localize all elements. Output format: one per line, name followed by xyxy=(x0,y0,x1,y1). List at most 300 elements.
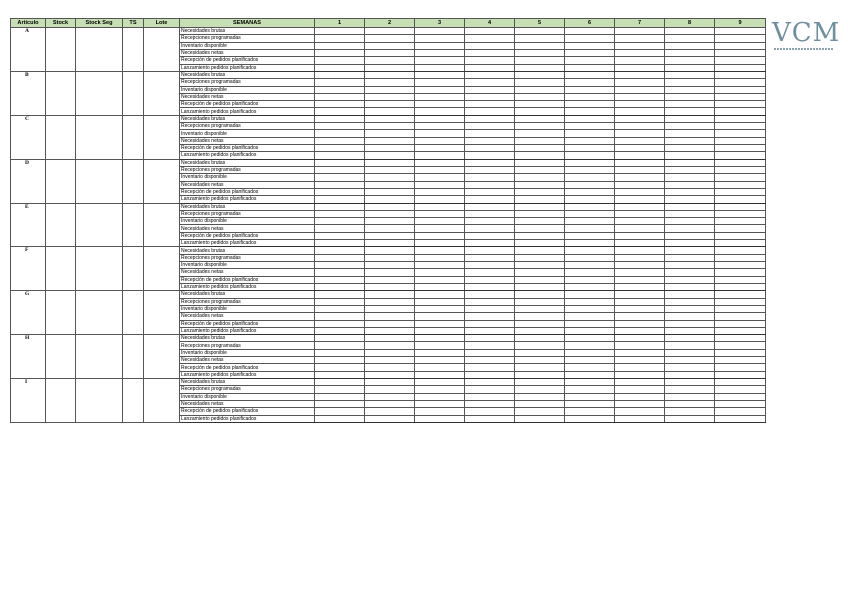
week-cell[interactable] xyxy=(615,379,665,386)
week-cell[interactable] xyxy=(415,159,465,166)
week-cell[interactable] xyxy=(515,232,565,239)
week-cell[interactable] xyxy=(465,159,515,166)
week-cell[interactable] xyxy=(415,283,465,290)
week-cell[interactable] xyxy=(415,130,465,137)
week-cell[interactable] xyxy=(315,320,365,327)
week-cell[interactable] xyxy=(465,93,515,100)
week-cell[interactable] xyxy=(515,203,565,210)
ts-cell[interactable] xyxy=(123,203,144,247)
week-cell[interactable] xyxy=(315,269,365,276)
week-cell[interactable] xyxy=(315,342,365,349)
week-cell[interactable] xyxy=(565,276,615,283)
week-cell[interactable] xyxy=(415,123,465,130)
week-cell[interactable] xyxy=(465,283,515,290)
week-cell[interactable] xyxy=(615,298,665,305)
week-cell[interactable] xyxy=(315,196,365,203)
week-cell[interactable] xyxy=(465,327,515,334)
week-cell[interactable] xyxy=(315,379,365,386)
week-cell[interactable] xyxy=(665,269,715,276)
week-cell[interactable] xyxy=(515,291,565,298)
week-cell[interactable] xyxy=(515,298,565,305)
week-cell[interactable] xyxy=(665,86,715,93)
week-cell[interactable] xyxy=(315,218,365,225)
week-cell[interactable] xyxy=(365,305,415,312)
week-cell[interactable] xyxy=(415,181,465,188)
week-cell[interactable] xyxy=(715,137,766,144)
week-cell[interactable] xyxy=(515,49,565,56)
week-cell[interactable] xyxy=(465,101,515,108)
week-cell[interactable] xyxy=(415,254,465,261)
week-cell[interactable] xyxy=(715,379,766,386)
week-cell[interactable] xyxy=(665,101,715,108)
week-cell[interactable] xyxy=(365,79,415,86)
week-cell[interactable] xyxy=(415,342,465,349)
lote-cell[interactable] xyxy=(144,379,180,423)
week-cell[interactable] xyxy=(365,327,415,334)
week-cell[interactable] xyxy=(565,196,615,203)
week-cell[interactable] xyxy=(565,283,615,290)
week-cell[interactable] xyxy=(515,269,565,276)
week-cell[interactable] xyxy=(565,313,615,320)
week-cell[interactable] xyxy=(415,232,465,239)
week-cell[interactable] xyxy=(565,115,615,122)
week-cell[interactable] xyxy=(515,262,565,269)
week-cell[interactable] xyxy=(365,42,415,49)
week-cell[interactable] xyxy=(515,254,565,261)
week-cell[interactable] xyxy=(715,335,766,342)
week-cell[interactable] xyxy=(465,247,515,254)
week-cell[interactable] xyxy=(315,181,365,188)
ts-cell[interactable] xyxy=(123,291,144,335)
week-cell[interactable] xyxy=(615,364,665,371)
week-cell[interactable] xyxy=(365,174,415,181)
week-cell[interactable] xyxy=(615,71,665,78)
week-cell[interactable] xyxy=(665,174,715,181)
week-cell[interactable] xyxy=(365,357,415,364)
week-cell[interactable] xyxy=(665,49,715,56)
week-cell[interactable] xyxy=(565,108,615,115)
week-cell[interactable] xyxy=(465,342,515,349)
week-cell[interactable] xyxy=(715,291,766,298)
week-cell[interactable] xyxy=(615,152,665,159)
week-cell[interactable] xyxy=(315,400,365,407)
week-cell[interactable] xyxy=(465,269,515,276)
week-cell[interactable] xyxy=(665,408,715,415)
week-cell[interactable] xyxy=(615,393,665,400)
week-cell[interactable] xyxy=(515,240,565,247)
week-cell[interactable] xyxy=(365,152,415,159)
week-cell[interactable] xyxy=(715,93,766,100)
week-cell[interactable] xyxy=(365,379,415,386)
week-cell[interactable] xyxy=(315,386,365,393)
week-cell[interactable] xyxy=(665,181,715,188)
week-cell[interactable] xyxy=(315,283,365,290)
week-cell[interactable] xyxy=(365,188,415,195)
week-cell[interactable] xyxy=(665,379,715,386)
week-cell[interactable] xyxy=(715,357,766,364)
week-cell[interactable] xyxy=(715,181,766,188)
week-cell[interactable] xyxy=(565,49,615,56)
week-cell[interactable] xyxy=(315,123,365,130)
week-cell[interactable] xyxy=(515,101,565,108)
week-cell[interactable] xyxy=(365,320,415,327)
week-cell[interactable] xyxy=(315,35,365,42)
week-cell[interactable] xyxy=(465,130,515,137)
stock-seg-cell[interactable] xyxy=(76,291,123,335)
week-cell[interactable] xyxy=(515,196,565,203)
week-cell[interactable] xyxy=(615,159,665,166)
week-cell[interactable] xyxy=(615,218,665,225)
week-cell[interactable] xyxy=(315,108,365,115)
week-cell[interactable] xyxy=(665,203,715,210)
week-cell[interactable] xyxy=(365,108,415,115)
stock-cell[interactable] xyxy=(46,159,76,203)
lote-cell[interactable] xyxy=(144,247,180,291)
week-cell[interactable] xyxy=(615,130,665,137)
week-cell[interactable] xyxy=(465,181,515,188)
week-cell[interactable] xyxy=(365,240,415,247)
week-cell[interactable] xyxy=(615,203,665,210)
week-cell[interactable] xyxy=(415,188,465,195)
week-cell[interactable] xyxy=(465,71,515,78)
week-cell[interactable] xyxy=(515,79,565,86)
week-cell[interactable] xyxy=(565,342,615,349)
week-cell[interactable] xyxy=(415,276,465,283)
week-cell[interactable] xyxy=(315,42,365,49)
week-cell[interactable] xyxy=(715,247,766,254)
week-cell[interactable] xyxy=(515,152,565,159)
week-cell[interactable] xyxy=(315,49,365,56)
week-cell[interactable] xyxy=(565,28,615,35)
week-cell[interactable] xyxy=(665,130,715,137)
week-cell[interactable] xyxy=(615,283,665,290)
week-cell[interactable] xyxy=(515,305,565,312)
week-cell[interactable] xyxy=(315,64,365,71)
week-cell[interactable] xyxy=(615,415,665,422)
week-cell[interactable] xyxy=(315,174,365,181)
ts-cell[interactable] xyxy=(123,247,144,291)
week-cell[interactable] xyxy=(715,342,766,349)
week-cell[interactable] xyxy=(315,305,365,312)
week-cell[interactable] xyxy=(315,57,365,64)
week-cell[interactable] xyxy=(415,313,465,320)
week-cell[interactable] xyxy=(615,320,665,327)
week-cell[interactable] xyxy=(715,232,766,239)
week-cell[interactable] xyxy=(515,283,565,290)
week-cell[interactable] xyxy=(715,145,766,152)
week-cell[interactable] xyxy=(565,42,615,49)
week-cell[interactable] xyxy=(665,313,715,320)
week-cell[interactable] xyxy=(415,196,465,203)
week-cell[interactable] xyxy=(315,130,365,137)
week-cell[interactable] xyxy=(715,240,766,247)
ts-cell[interactable] xyxy=(123,115,144,159)
week-cell[interactable] xyxy=(715,64,766,71)
week-cell[interactable] xyxy=(715,320,766,327)
week-cell[interactable] xyxy=(315,79,365,86)
week-cell[interactable] xyxy=(715,196,766,203)
week-cell[interactable] xyxy=(615,262,665,269)
week-cell[interactable] xyxy=(415,327,465,334)
week-cell[interactable] xyxy=(465,166,515,173)
week-cell[interactable] xyxy=(715,188,766,195)
week-cell[interactable] xyxy=(565,371,615,378)
week-cell[interactable] xyxy=(315,240,365,247)
week-cell[interactable] xyxy=(665,28,715,35)
week-cell[interactable] xyxy=(665,64,715,71)
week-cell[interactable] xyxy=(415,393,465,400)
week-cell[interactable] xyxy=(515,174,565,181)
week-cell[interactable] xyxy=(365,371,415,378)
week-cell[interactable] xyxy=(365,166,415,173)
week-cell[interactable] xyxy=(365,210,415,217)
week-cell[interactable] xyxy=(365,35,415,42)
week-cell[interactable] xyxy=(365,130,415,137)
week-cell[interactable] xyxy=(465,188,515,195)
week-cell[interactable] xyxy=(615,232,665,239)
week-cell[interactable] xyxy=(665,123,715,130)
week-cell[interactable] xyxy=(465,313,515,320)
week-cell[interactable] xyxy=(365,254,415,261)
lote-cell[interactable] xyxy=(144,28,180,72)
week-cell[interactable] xyxy=(315,152,365,159)
week-cell[interactable] xyxy=(565,349,615,356)
week-cell[interactable] xyxy=(565,101,615,108)
week-cell[interactable] xyxy=(665,400,715,407)
week-cell[interactable] xyxy=(465,276,515,283)
week-cell[interactable] xyxy=(715,400,766,407)
stock-cell[interactable] xyxy=(46,203,76,247)
week-cell[interactable] xyxy=(615,276,665,283)
week-cell[interactable] xyxy=(315,415,365,422)
week-cell[interactable] xyxy=(565,254,615,261)
week-cell[interactable] xyxy=(365,181,415,188)
week-cell[interactable] xyxy=(565,408,615,415)
week-cell[interactable] xyxy=(465,152,515,159)
stock-seg-cell[interactable] xyxy=(76,379,123,423)
stock-seg-cell[interactable] xyxy=(76,335,123,379)
week-cell[interactable] xyxy=(365,28,415,35)
week-cell[interactable] xyxy=(465,203,515,210)
week-cell[interactable] xyxy=(615,166,665,173)
week-cell[interactable] xyxy=(715,49,766,56)
week-cell[interactable] xyxy=(615,93,665,100)
week-cell[interactable] xyxy=(415,335,465,342)
stock-seg-cell[interactable] xyxy=(76,71,123,115)
week-cell[interactable] xyxy=(615,371,665,378)
week-cell[interactable] xyxy=(665,232,715,239)
week-cell[interactable] xyxy=(565,240,615,247)
week-cell[interactable] xyxy=(515,181,565,188)
week-cell[interactable] xyxy=(715,174,766,181)
week-cell[interactable] xyxy=(415,269,465,276)
week-cell[interactable] xyxy=(715,57,766,64)
week-cell[interactable] xyxy=(365,342,415,349)
week-cell[interactable] xyxy=(415,379,465,386)
week-cell[interactable] xyxy=(715,108,766,115)
week-cell[interactable] xyxy=(365,386,415,393)
week-cell[interactable] xyxy=(565,364,615,371)
week-cell[interactable] xyxy=(565,57,615,64)
week-cell[interactable] xyxy=(465,225,515,232)
week-cell[interactable] xyxy=(565,305,615,312)
week-cell[interactable] xyxy=(715,210,766,217)
week-cell[interactable] xyxy=(415,203,465,210)
week-cell[interactable] xyxy=(465,218,515,225)
week-cell[interactable] xyxy=(415,210,465,217)
week-cell[interactable] xyxy=(415,35,465,42)
week-cell[interactable] xyxy=(365,415,415,422)
week-cell[interactable] xyxy=(565,262,615,269)
week-cell[interactable] xyxy=(565,327,615,334)
ts-cell[interactable] xyxy=(123,335,144,379)
week-cell[interactable] xyxy=(515,130,565,137)
week-cell[interactable] xyxy=(665,71,715,78)
week-cell[interactable] xyxy=(415,371,465,378)
week-cell[interactable] xyxy=(665,145,715,152)
week-cell[interactable] xyxy=(565,298,615,305)
week-cell[interactable] xyxy=(515,225,565,232)
week-cell[interactable] xyxy=(515,86,565,93)
week-cell[interactable] xyxy=(665,327,715,334)
week-cell[interactable] xyxy=(565,64,615,71)
week-cell[interactable] xyxy=(665,79,715,86)
week-cell[interactable] xyxy=(415,174,465,181)
week-cell[interactable] xyxy=(415,320,465,327)
week-cell[interactable] xyxy=(465,196,515,203)
week-cell[interactable] xyxy=(465,408,515,415)
week-cell[interactable] xyxy=(465,262,515,269)
week-cell[interactable] xyxy=(415,152,465,159)
week-cell[interactable] xyxy=(465,137,515,144)
ts-cell[interactable] xyxy=(123,379,144,423)
week-cell[interactable] xyxy=(715,305,766,312)
week-cell[interactable] xyxy=(515,28,565,35)
ts-cell[interactable] xyxy=(123,71,144,115)
week-cell[interactable] xyxy=(365,313,415,320)
week-cell[interactable] xyxy=(315,335,365,342)
week-cell[interactable] xyxy=(565,145,615,152)
week-cell[interactable] xyxy=(315,371,365,378)
stock-cell[interactable] xyxy=(46,291,76,335)
week-cell[interactable] xyxy=(515,327,565,334)
week-cell[interactable] xyxy=(615,342,665,349)
week-cell[interactable] xyxy=(615,49,665,56)
week-cell[interactable] xyxy=(465,320,515,327)
week-cell[interactable] xyxy=(515,415,565,422)
week-cell[interactable] xyxy=(715,225,766,232)
week-cell[interactable] xyxy=(365,262,415,269)
week-cell[interactable] xyxy=(365,145,415,152)
week-cell[interactable] xyxy=(565,181,615,188)
week-cell[interactable] xyxy=(715,276,766,283)
week-cell[interactable] xyxy=(465,386,515,393)
week-cell[interactable] xyxy=(365,408,415,415)
week-cell[interactable] xyxy=(565,123,615,130)
week-cell[interactable] xyxy=(615,254,665,261)
week-cell[interactable] xyxy=(665,159,715,166)
week-cell[interactable] xyxy=(415,79,465,86)
week-cell[interactable] xyxy=(665,415,715,422)
lote-cell[interactable] xyxy=(144,71,180,115)
week-cell[interactable] xyxy=(665,320,715,327)
week-cell[interactable] xyxy=(415,298,465,305)
week-cell[interactable] xyxy=(665,152,715,159)
week-cell[interactable] xyxy=(315,71,365,78)
week-cell[interactable] xyxy=(515,357,565,364)
week-cell[interactable] xyxy=(715,42,766,49)
week-cell[interactable] xyxy=(665,276,715,283)
week-cell[interactable] xyxy=(515,247,565,254)
week-cell[interactable] xyxy=(365,291,415,298)
week-cell[interactable] xyxy=(465,145,515,152)
week-cell[interactable] xyxy=(665,35,715,42)
week-cell[interactable] xyxy=(465,349,515,356)
week-cell[interactable] xyxy=(365,203,415,210)
week-cell[interactable] xyxy=(365,86,415,93)
week-cell[interactable] xyxy=(315,357,365,364)
week-cell[interactable] xyxy=(565,291,615,298)
week-cell[interactable] xyxy=(715,101,766,108)
week-cell[interactable] xyxy=(615,79,665,86)
week-cell[interactable] xyxy=(415,408,465,415)
week-cell[interactable] xyxy=(615,174,665,181)
week-cell[interactable] xyxy=(465,123,515,130)
week-cell[interactable] xyxy=(315,408,365,415)
week-cell[interactable] xyxy=(415,71,465,78)
week-cell[interactable] xyxy=(415,93,465,100)
week-cell[interactable] xyxy=(315,28,365,35)
week-cell[interactable] xyxy=(665,225,715,232)
week-cell[interactable] xyxy=(715,415,766,422)
week-cell[interactable] xyxy=(515,123,565,130)
week-cell[interactable] xyxy=(465,298,515,305)
week-cell[interactable] xyxy=(515,218,565,225)
week-cell[interactable] xyxy=(565,400,615,407)
week-cell[interactable] xyxy=(665,210,715,217)
week-cell[interactable] xyxy=(465,115,515,122)
week-cell[interactable] xyxy=(515,400,565,407)
week-cell[interactable] xyxy=(515,371,565,378)
week-cell[interactable] xyxy=(715,86,766,93)
week-cell[interactable] xyxy=(615,357,665,364)
week-cell[interactable] xyxy=(465,240,515,247)
week-cell[interactable] xyxy=(615,115,665,122)
week-cell[interactable] xyxy=(465,49,515,56)
stock-seg-cell[interactable] xyxy=(76,115,123,159)
week-cell[interactable] xyxy=(315,159,365,166)
week-cell[interactable] xyxy=(615,240,665,247)
week-cell[interactable] xyxy=(665,364,715,371)
week-cell[interactable] xyxy=(665,386,715,393)
week-cell[interactable] xyxy=(715,393,766,400)
week-cell[interactable] xyxy=(515,71,565,78)
lote-cell[interactable] xyxy=(144,159,180,203)
week-cell[interactable] xyxy=(365,137,415,144)
week-cell[interactable] xyxy=(715,349,766,356)
week-cell[interactable] xyxy=(515,35,565,42)
week-cell[interactable] xyxy=(715,298,766,305)
week-cell[interactable] xyxy=(665,305,715,312)
week-cell[interactable] xyxy=(515,64,565,71)
stock-cell[interactable] xyxy=(46,379,76,423)
week-cell[interactable] xyxy=(415,42,465,49)
week-cell[interactable] xyxy=(465,400,515,407)
stock-cell[interactable] xyxy=(46,71,76,115)
week-cell[interactable] xyxy=(465,232,515,239)
week-cell[interactable] xyxy=(515,393,565,400)
week-cell[interactable] xyxy=(315,101,365,108)
